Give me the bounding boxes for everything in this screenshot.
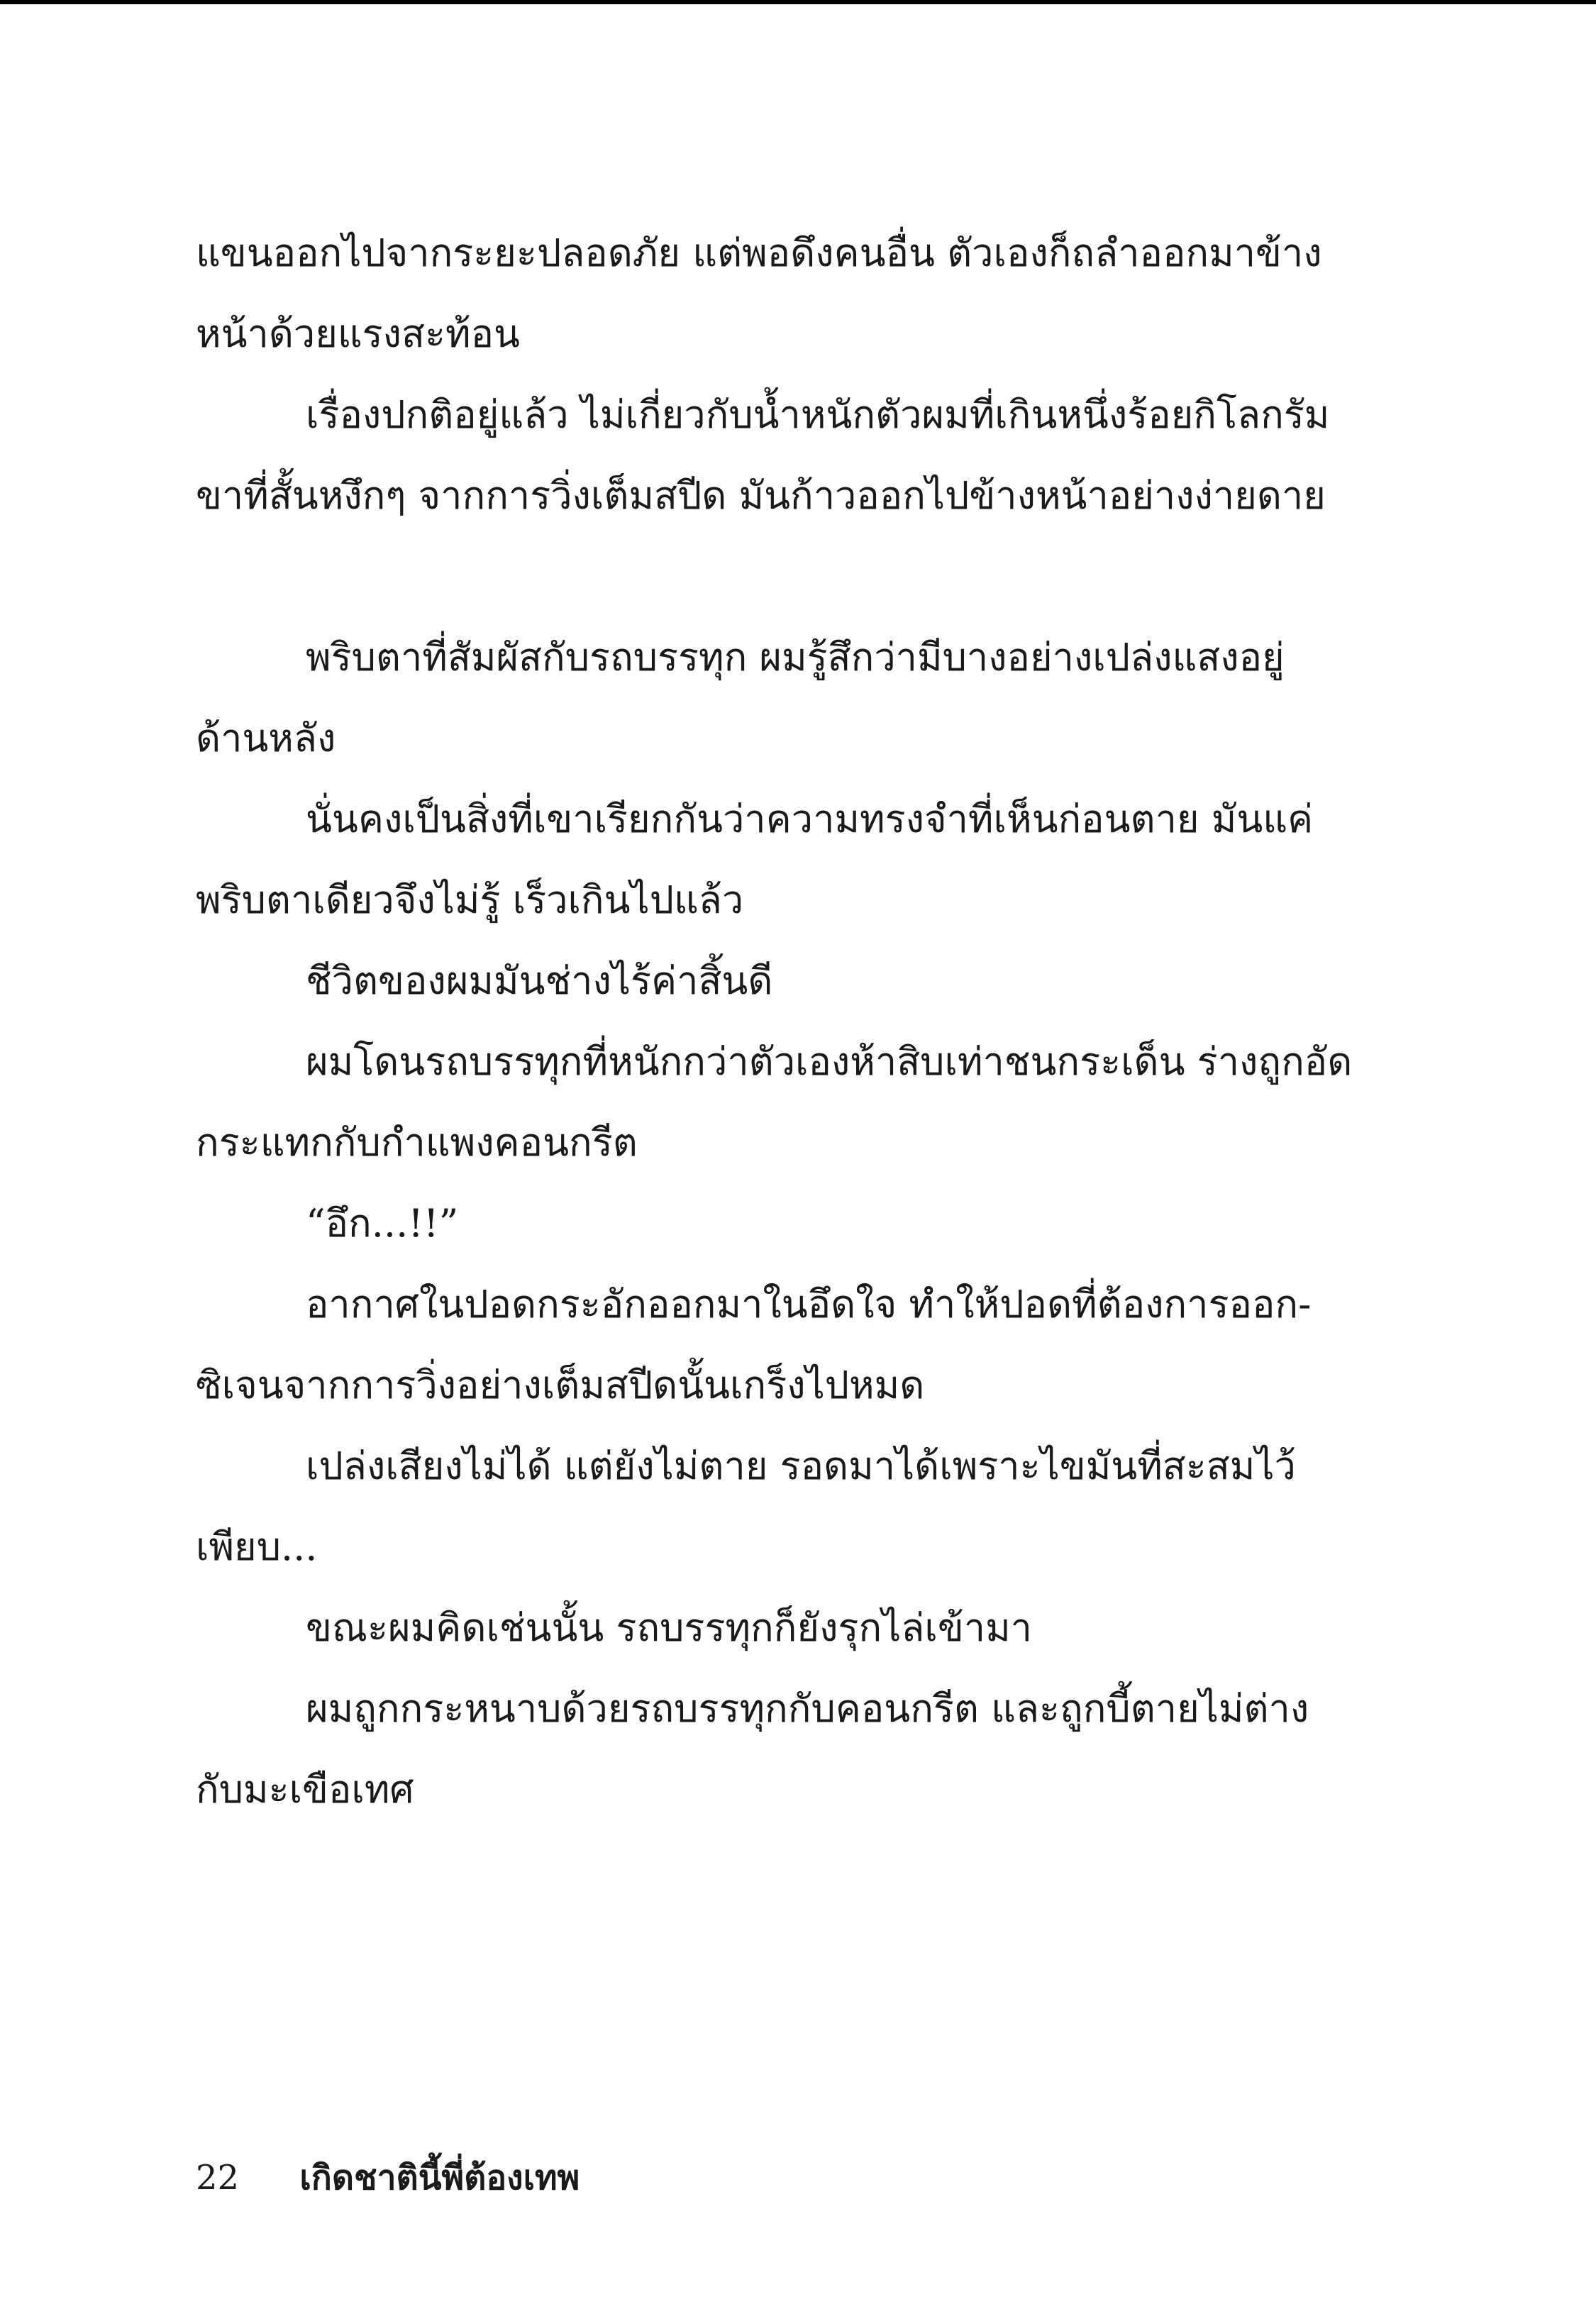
text-line: “อึก...!!” bbox=[306, 1201, 459, 1246]
text-line: ชีวิตของผมมันช่างไร้ค่าสิ้นดี bbox=[306, 958, 773, 1003]
text-line: อากาศในปอดกระอักออกมาในอึดใจ ทำให้ปอดที่ต้องการออก- bbox=[306, 1282, 1312, 1327]
text-line: แขนออกไปจากระยะปลอดภัย แต่พอดึงคนอื่น ตัวเองก็ถลำออกมาข้าง bbox=[196, 231, 1322, 275]
book-title: เกิดชาตินี้พี่ต้องเทพ bbox=[299, 2158, 580, 2198]
page-footer bbox=[196, 2157, 580, 2199]
text-line: ด้านหลัง bbox=[196, 716, 336, 760]
top-rule bbox=[0, 0, 1596, 4]
text-line: พริบตาที่สัมผัสกับรถบรรทุก ผมรู้สึกว่ามีบางอย่างเปล่งแสงอยู่ bbox=[306, 635, 1285, 680]
body-text bbox=[196, 213, 1353, 1830]
text-line: ขณะผมคิดเช่นนั้น รถบรรทุกก็ยังรุกไล่เข้ามา bbox=[306, 1605, 1032, 1650]
text-line: เรื่องปกติอยู่แล้ว ไม่เกี่ยวกับน้ำหนักตัวผมที่เกินหนึ่งร้อยกิโลกรัม bbox=[306, 392, 1330, 437]
text-line: พริบตาเดียวจึงไม่รู้ เร็วเกินไปแล้ว bbox=[196, 878, 744, 922]
text-line: ผมถูกกระหนาบด้วยรถบรรทุกกับคอนกรีต และถูกบี้ตายไม่ต่าง bbox=[306, 1686, 1309, 1731]
text-line: เพียบ... bbox=[196, 1524, 318, 1569]
text-line: ขาที่สั้นหงึกๆ จากการวิ่งเต็มสปีด มันก้าวออกไปข้างหน้าอย่างง่ายดาย bbox=[196, 473, 1326, 518]
text-line: กระแทกกับกำแพงคอนกรีต bbox=[196, 1120, 638, 1165]
text-line: เปล่งเสียงไม่ได้ แต่ยังไม่ตาย รอดมาได้เพราะไขมันที่สะสมไว้ bbox=[306, 1444, 1296, 1488]
page-number: 22 bbox=[196, 2158, 240, 2198]
paragraph-gap bbox=[196, 536, 1302, 617]
text-line: กับมะเขือเทศ bbox=[196, 1767, 414, 1812]
text-line: หน้าด้วยแรงสะท้อน bbox=[196, 311, 520, 356]
text-line: นั่นคงเป็นสิ่งที่เขาเรียกกันว่าความทรงจำที่เห็นก่อนตาย มันแค่ bbox=[306, 797, 1314, 841]
text-line: ผมโดนรถบรรทุกที่หนักกว่าตัวเองห้าสิบเท่าชนกระเด็น ร่างถูกอัด bbox=[306, 1039, 1353, 1084]
text-line: ซิเจนจากการวิ่งอย่างเต็มสปีดนั้นเกร็งไปหมด bbox=[196, 1363, 925, 1407]
